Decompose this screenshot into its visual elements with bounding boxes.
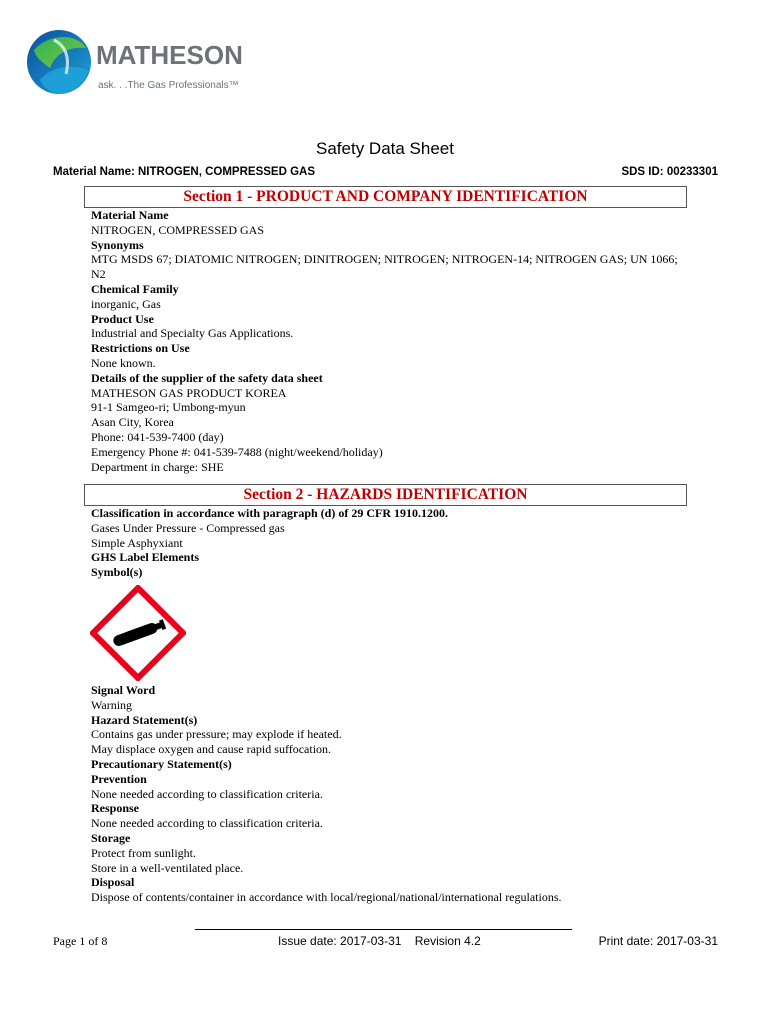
storage-heading: Storage [91, 830, 131, 845]
header-material-name: Material Name: NITROGEN, COMPRESSED GAS [53, 166, 315, 178]
page-number: Page 1 of 8 [53, 934, 108, 948]
response-value: None needed according to classification criteria. [91, 816, 323, 831]
logo-brand: MATHESON [96, 40, 243, 70]
hazard-statement-2: May displace oxygen and cause rapid suffocation. [91, 742, 332, 757]
storage-value-1: Protect from sunlight. [91, 845, 196, 860]
chemical-family-heading: Chemical Family [91, 281, 179, 296]
restrictions-value: None known. [91, 355, 156, 370]
ghs-label-heading: GHS Label Elements [91, 550, 200, 565]
chemical-family-value: inorganic, Gas [91, 296, 161, 311]
hazard-statements-heading: Hazard Statement(s) [91, 712, 198, 727]
supplier-heading: Details of the supplier of the safety data sheet [91, 370, 323, 385]
section-1-body [91, 208, 691, 474]
material-name-heading: Material Name [91, 208, 169, 222]
header-sds-id: SDS ID: 00233301 [621, 166, 718, 178]
storage-value-2: Store in a well-ventilated place. [91, 860, 244, 875]
supplier-address-line2: Asan City, Korea [91, 415, 174, 430]
material-name-value: NITROGEN, COMPRESSED GAS [91, 222, 265, 237]
supplier-phone: Phone: 041-539-7400 (day) [91, 429, 224, 444]
supplier-address-line1: 91-1 Samgeo-ri; Umbong-myun [91, 400, 246, 415]
section-2-body-bottom [91, 683, 691, 905]
matheson-logo [26, 28, 266, 100]
classification-item-2: Simple Asphyxiant [91, 535, 183, 550]
signal-word-value: Warning [91, 697, 133, 712]
document-title: Safety Data Sheet [316, 139, 454, 158]
hazard-statement-1: Contains gas under pressure; may explode if heated. [91, 727, 342, 742]
product-use-heading: Product Use [91, 311, 154, 326]
signal-word-heading: Signal Word [91, 683, 156, 697]
footer-divider [195, 929, 572, 930]
symbols-heading: Symbol(s) [91, 565, 143, 580]
section-2-header: Section 2 - HAZARDS IDENTIFICATION [84, 484, 687, 506]
classification-heading: Classification in accordance with paragraph (d) of 29 CFR 1910.1200. [91, 506, 448, 520]
synonyms-value: MTG MSDS 67; DIATOMIC NITROGEN; DINITROGEN; NITROGEN; NITROGEN-14; NITROGEN GAS; UN 1066; N2 [91, 252, 678, 282]
restrictions-heading: Restrictions on Use [91, 341, 190, 356]
response-heading: Response [91, 801, 140, 816]
precautionary-heading: Precautionary Statement(s) [91, 756, 232, 771]
logo-tagline: ask. . .The Gas Professionals™ [98, 80, 239, 91]
supplier-emergency-phone: Emergency Phone #: 041-539-7488 (night/weekend/holiday) [91, 444, 383, 459]
supplier-name: MATHESON GAS PRODUCT KOREA [91, 385, 287, 400]
print-date: Print date: 2017-03-31 [598, 934, 718, 948]
disposal-value: Dispose of contents/container in accordance with local/regional/national/international regulations. [91, 890, 562, 905]
section-2-body-top [91, 506, 691, 580]
product-use-value: Industrial and Specialty Gas Applications. [91, 326, 294, 341]
issue-date: Issue date: 2017-03-31 Revision 4.2 [278, 934, 481, 948]
gas-cylinder-icon [90, 585, 186, 681]
supplier-department: Department in charge: SHE [91, 459, 224, 474]
prevention-heading: Prevention [91, 771, 147, 786]
synonyms-heading: Synonyms [91, 237, 144, 252]
prevention-value: None needed according to classification criteria. [91, 786, 323, 801]
disposal-heading: Disposal [91, 875, 135, 890]
classification-item-1: Gases Under Pressure - Compressed gas [91, 520, 285, 535]
section-1-header: Section 1 - PRODUCT AND COMPANY IDENTIFICATION [84, 186, 687, 208]
